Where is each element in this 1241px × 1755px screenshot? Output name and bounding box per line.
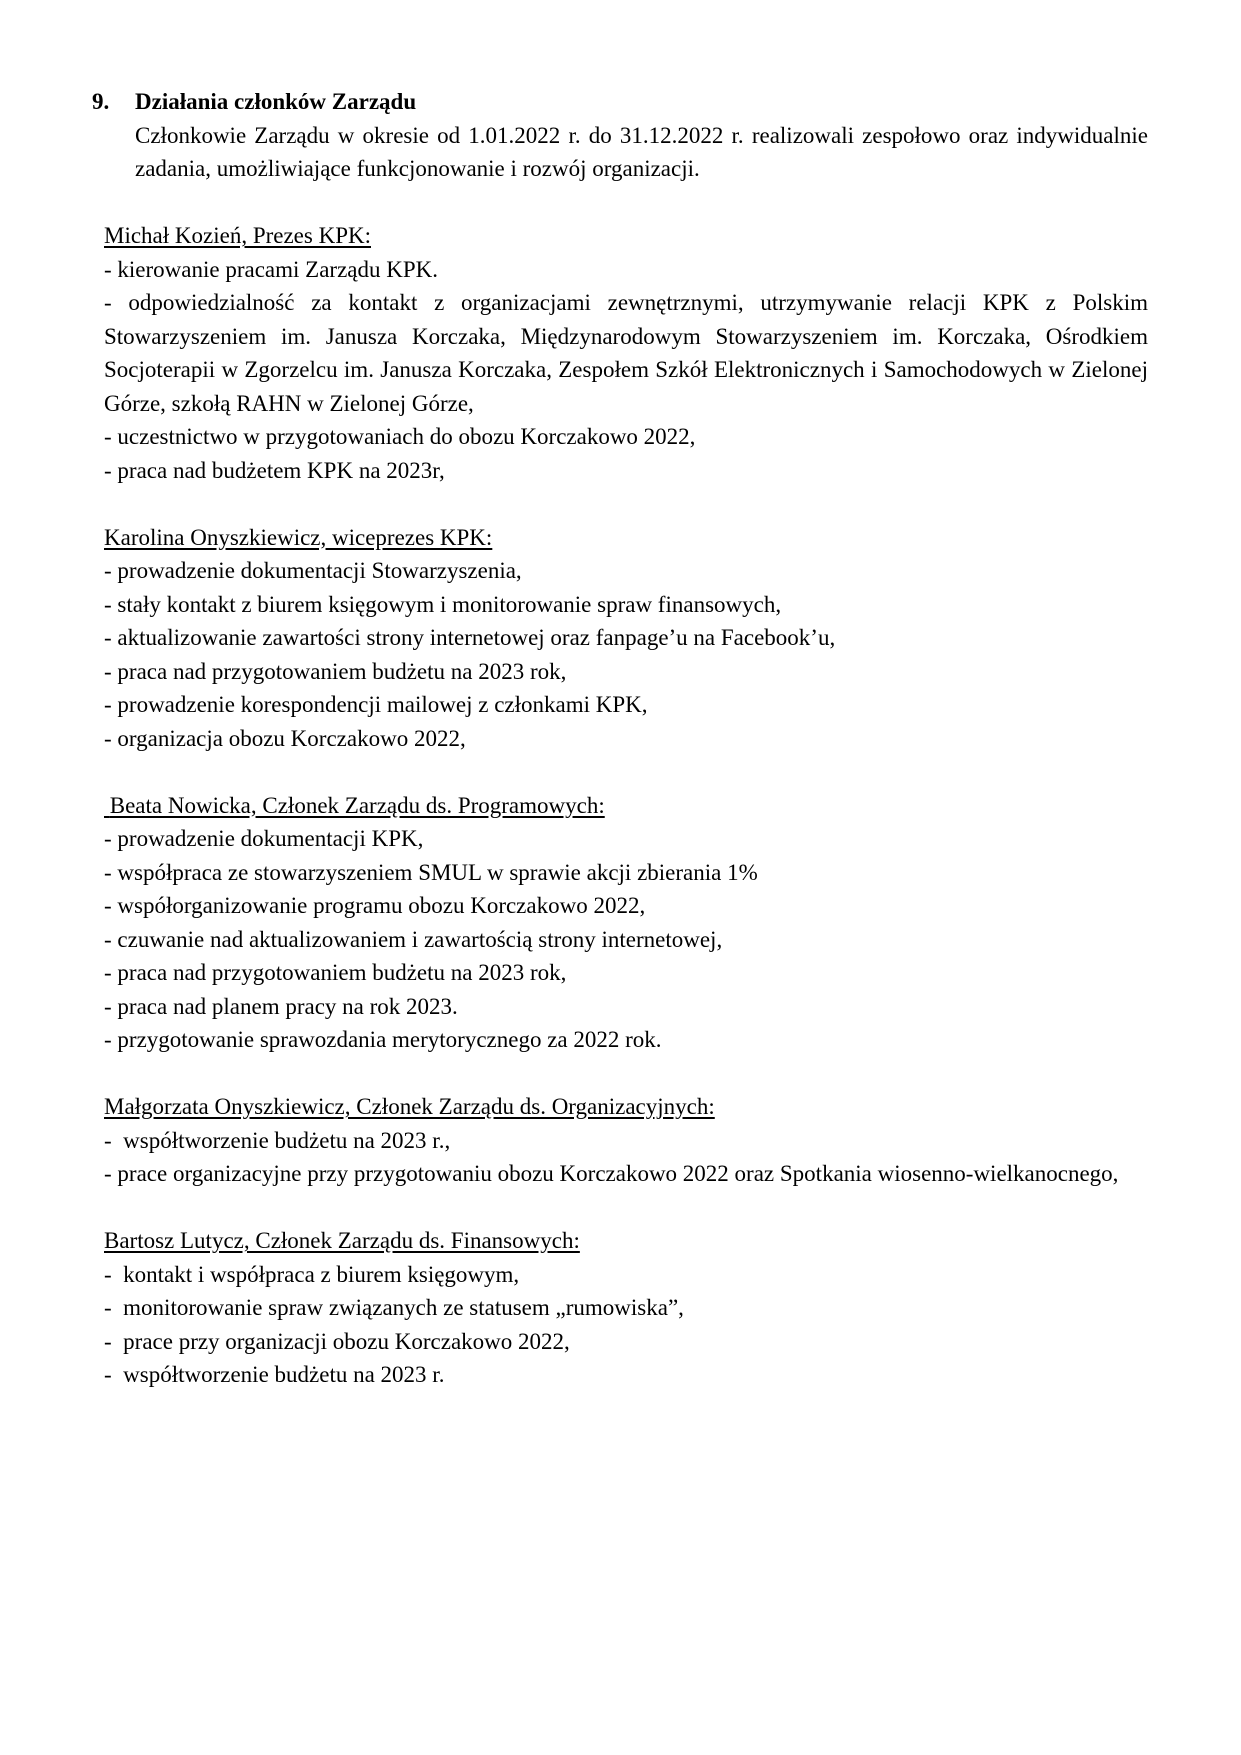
member-block (104, 219, 1154, 487)
task-item: - prace organizacyjne przy przygotowaniu obozu Korczakowo 2022 oraz Spotkania wiosenno-wielkanocnego, (104, 1161, 1119, 1186)
task-item: - współpraca ze stowarzyszeniem SMUL w sprawie akcji zbierania 1% (104, 859, 758, 885)
member-block (104, 521, 1148, 756)
task-item: - praca nad budżetem KPK na 2023r, (104, 457, 445, 483)
task-item: - praca nad planem pracy na rok 2023. (104, 993, 458, 1019)
task-item: - uczestnictwo w przygotowaniach do obozu Korczakowo 2022, (104, 424, 696, 449)
task-item: - współtworzenie budżetu na 2023 r. (104, 1362, 445, 1387)
section-heading (92, 85, 1148, 119)
members-list (104, 219, 1154, 1392)
member-heading: Beata Nowicka, Członek Zarządu ds. Programowych: (104, 792, 605, 818)
section-intro: Członkowie Zarządu w okresie od 1.01.2022 r. do 31.12.2022 r. realizowali zespołowo oraz indywidualnie zadania, umożliwiające funkcjonowanie i rozwój organizacji. (135, 122, 1148, 181)
task-item: - prowadzenie dokumentacji KPK, (104, 826, 424, 851)
task-item: - prace przy organizacji obozu Korczakowo 2022, (104, 1328, 570, 1354)
task-item: - stały kontakt z biurem księgowym i monitorowanie spraw finansowych, (104, 591, 782, 617)
task-item: - współorganizowanie programu obozu Korczakowo 2022, (104, 893, 646, 918)
task-item: - organizacja obozu Korczakowo 2022, (104, 725, 466, 751)
task-item: - odpowiedzialność za kontakt z organizacjami zewnętrznymi, utrzymywanie relacji KPK z Polskim Stowarzyszeniem im. Janusza Korczaka, Międzynarodowym Stowarzyszeniem im. Korczaka, Ośrodkiem Socjoterapii w Zgorzelcu im. Janusza Korczaka, Zespołem Szkół Elektronicznych i Samochodowych w Zielonej Górze, szkołą RAHN w Zielonej Górze, (104, 290, 1154, 416)
member-heading: Michał Kozień, Prezes KPK: (104, 223, 371, 248)
member-heading: Bartosz Lutycz, Członek Zarządu ds. Finansowych: (104, 1228, 580, 1253)
task-item: - czuwanie nad aktualizowaniem i zawartością strony internetowej, (104, 926, 723, 952)
task-item: - przygotowanie sprawozdania merytorycznego za 2022 rok. (104, 1027, 662, 1052)
document-content (92, 85, 1154, 1392)
member-block (104, 1224, 1148, 1392)
task-item: - praca nad przygotowaniem budżetu na 2023 rok, (104, 960, 567, 985)
section-number: 9. (92, 89, 110, 114)
member-block (104, 789, 1148, 1057)
member-heading: Karolina Onyszkiewicz, wiceprezes KPK: (104, 524, 493, 550)
task-item: - kierowanie pracami Zarządu KPK. (104, 256, 438, 282)
member-heading: Małgorzata Onyszkiewicz, Członek Zarządu ds. Organizacyjnych: (104, 1094, 715, 1119)
task-item: - aktualizowanie zawartości strony internetowej oraz fanpage’u na Facebook’u, (104, 625, 836, 650)
task-item: - prowadzenie dokumentacji Stowarzyszenia, (104, 558, 522, 583)
member-block (104, 1090, 1148, 1191)
task-item: - kontakt i współpraca z biurem księgowym, (104, 1261, 520, 1287)
section-title: Działania członków Zarządu (135, 89, 417, 114)
task-item: - praca nad przygotowaniem budżetu na 2023 rok, (104, 658, 567, 684)
task-item: - monitorowanie spraw związanych ze statusem „rumowiska”, (104, 1295, 684, 1320)
task-item: - współtworzenie budżetu na 2023 r., (104, 1127, 451, 1153)
task-item: - prowadzenie korespondencji mailowej z członkami KPK, (104, 692, 648, 717)
